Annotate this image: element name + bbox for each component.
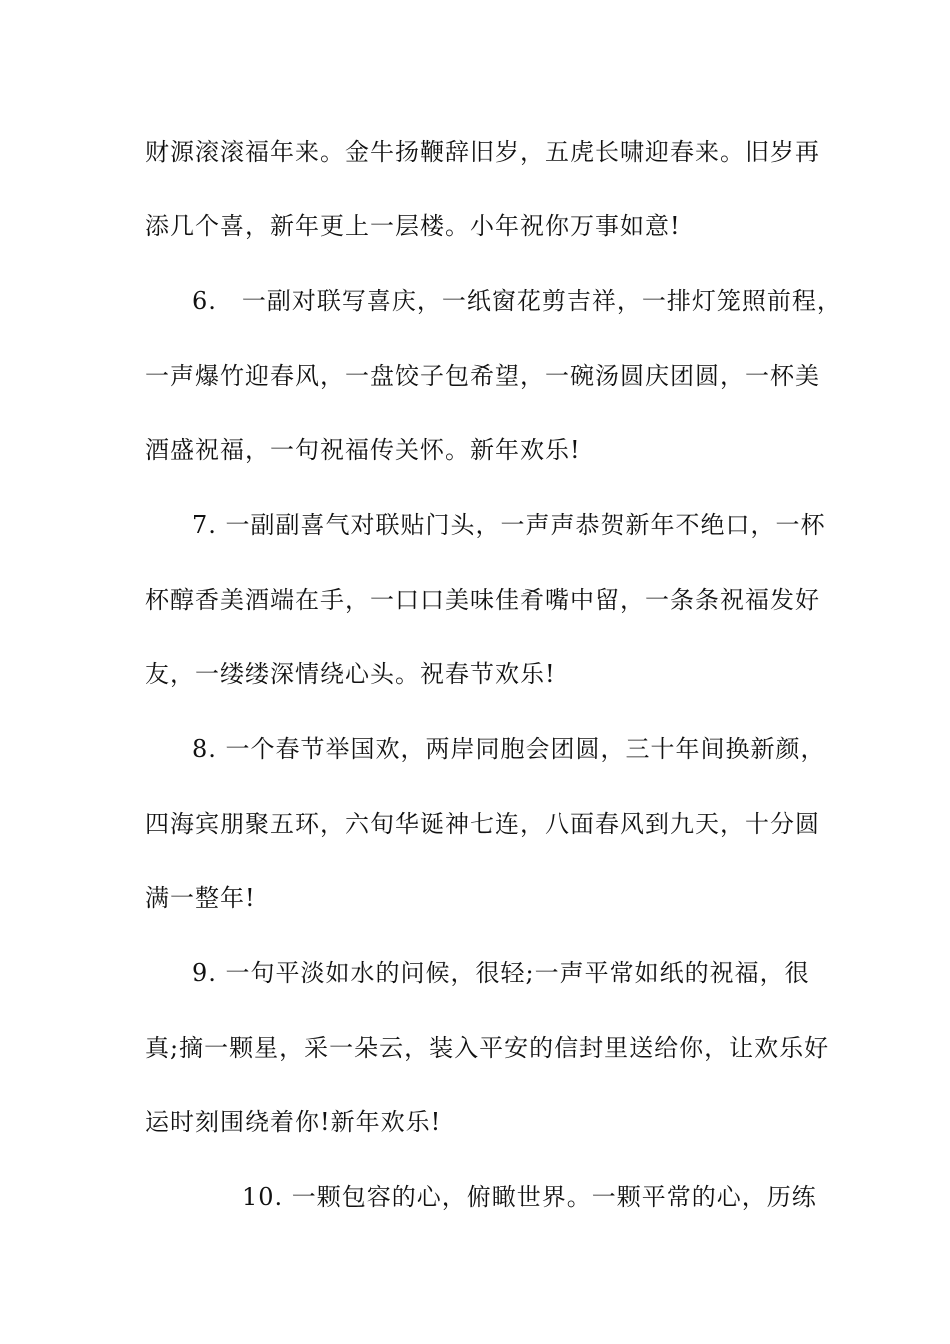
paragraph-7-first-line: 7. 一副副喜气对联贴门头，一声声恭贺新年不绝口，一杯 [192,511,826,539]
text-line-continuation: 真;摘一颗星，采一朵云，装入平安的信封里送给你，让欢乐好 [145,1034,830,1062]
paragraph-8-first-line: 8. 一个春节举国欢，两岸同胞会团圆，三十年间换新颜， [192,735,826,763]
text-line-continuation: 财源滚滚福年来。金牛扬鞭辞旧岁，五虎长啸迎春来。旧岁再 [145,138,820,166]
paragraph-6-first-line: 6. 一副对联写喜庆，一纸窗花剪吉祥，一排灯笼照前程， [192,287,842,315]
paragraph-9-first-line: 9. 一句平淡如水的问候，很轻;一声平常如纸的祝福，很 [192,959,810,987]
text-line-continuation: 运时刻围绕着你!新年欢乐! [145,1108,442,1136]
text-line-continuation: 四海宾朋聚五环，六旬华诞神七连，八面春风到九天，十分圆 [145,810,820,838]
text-line-continuation: 杯醇香美酒端在手，一口口美味佳肴嘴中留，一条条祝福发好 [145,586,820,614]
text-line-continuation: 一声爆竹迎春风，一盘饺子包希望，一碗汤圆庆团圆，一杯美 [145,362,820,390]
paragraph-10-first-line: 10. 一颗包容的心，俯瞰世界。一颗平常的心，历练 [242,1183,817,1211]
text-line-continuation: 添几个喜，新年更上一层楼。小年祝你万事如意! [145,212,681,240]
text-line-continuation: 友，一缕缕深情绕心头。祝春节欢乐! [145,660,556,688]
text-line-continuation: 满一整年! [145,884,256,912]
text-line-continuation: 酒盛祝福，一句祝福传关怀。新年欢乐! [145,436,581,464]
